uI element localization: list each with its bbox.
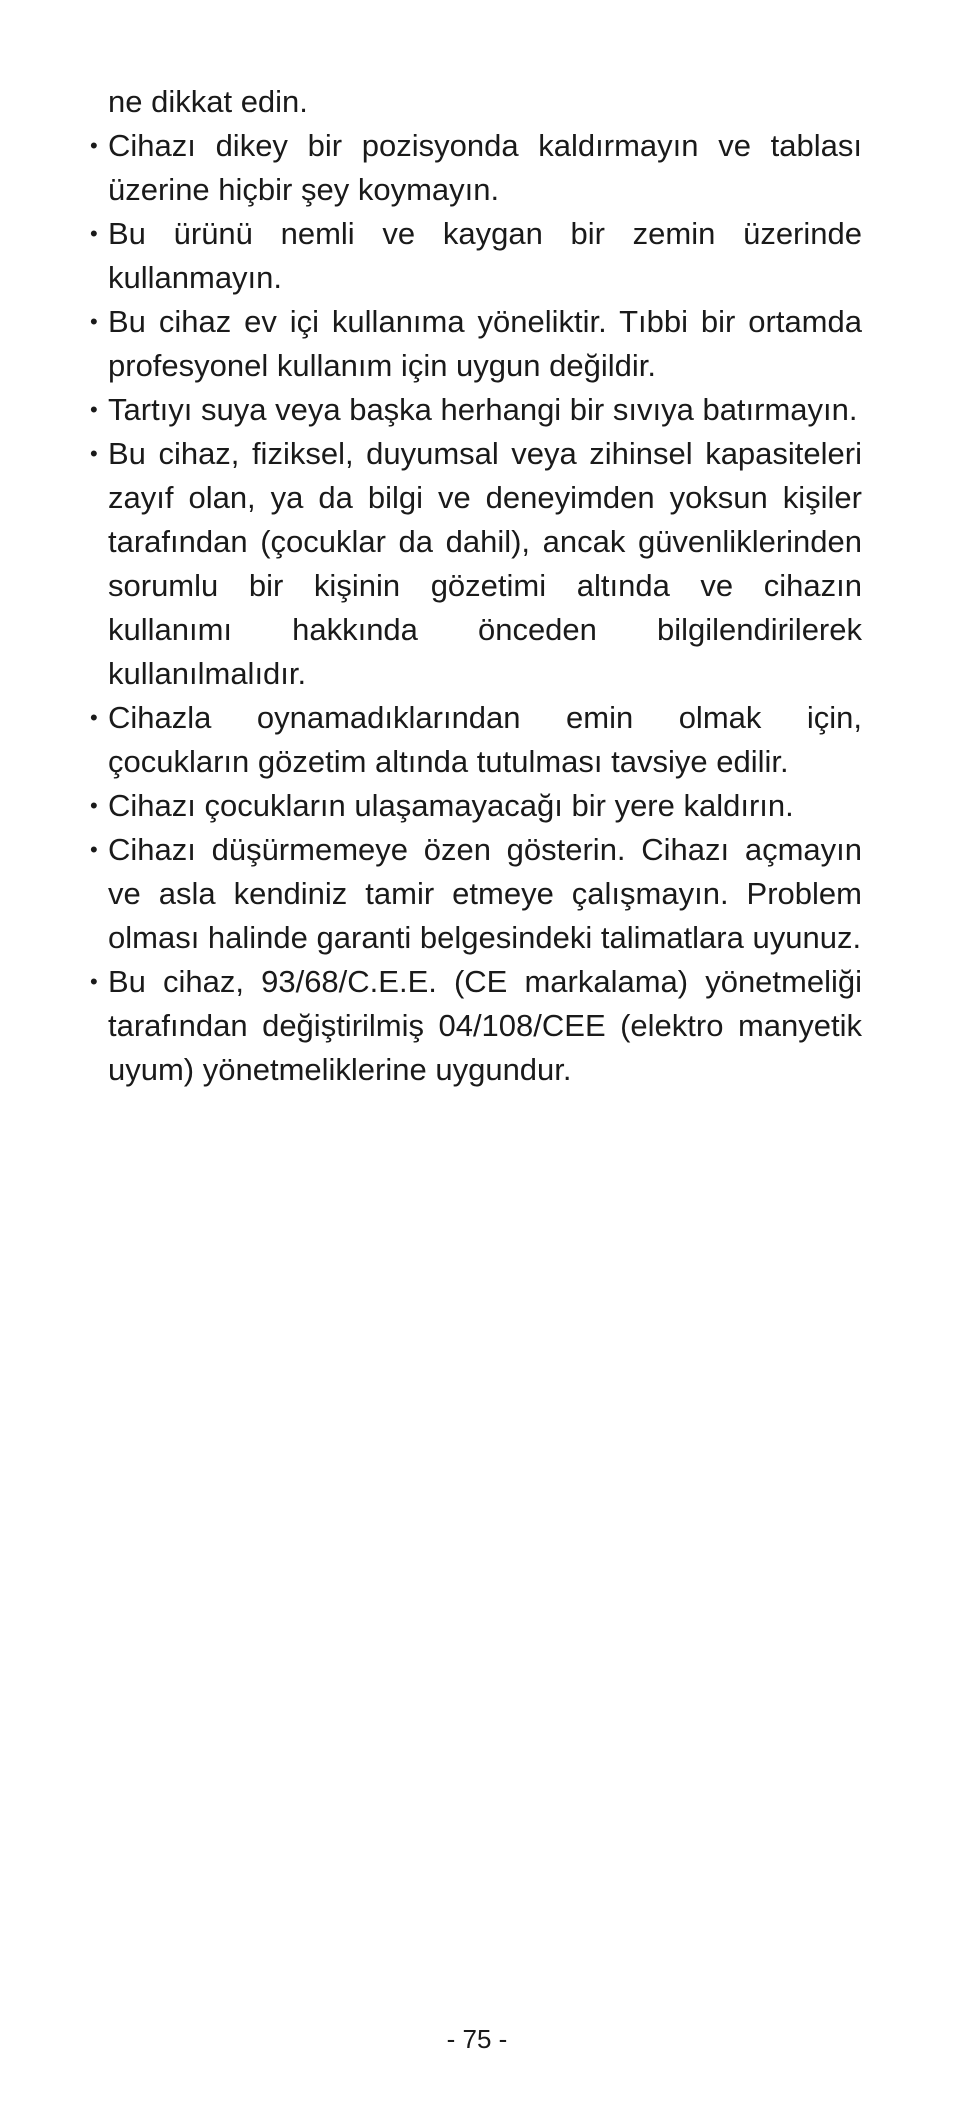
page-content bbox=[108, 80, 862, 1092]
list-item: • Bu cihaz, 93/68/C.E.E. (CE markalama) yönetmeliği tarafından değiştirilmiş 04/108/CEE (elektro manyetik uyum) yönetmeliklerine uygundur. bbox=[108, 960, 862, 1092]
page-number: - 75 - bbox=[446, 2024, 508, 2054]
list-item: • Cihazla oynamadıklarından emin olmak için, çocukların gözetim altında tutulması tavsiye edilir. bbox=[108, 696, 862, 784]
list-item: • Bu ürünü nemli ve kaygan bir zemin üzerinde kullanmayın. bbox=[108, 212, 862, 300]
list-item: • Cihazı düşürmemeye özen gösterin. Cihazı açmayın ve asla kendiniz tamir etmeye çalışmayın. Problem olması halinde garanti belgesindeki talimatlara uyunuz. bbox=[108, 828, 862, 960]
safety-instructions-list bbox=[108, 124, 862, 1092]
list-item: • Bu cihaz ev içi kullanıma yöneliktir. Tıbbi bir ortamda profesyonel kullanım için uygun değildir. bbox=[108, 300, 862, 388]
continued-text: ne dikkat edin. bbox=[108, 84, 308, 119]
list-item: • Bu cihaz, fiziksel, duyumsal veya zihinsel kapasiteleri zayıf olan, ya da bilgi ve deneyimden yoksun kişiler tarafından (çocuklar da dahil), ancak güvenliklerinden sorumlu bir kişinin gözetimi altında ve cihazın kullanımı hakkında önceden bilgilendirilerek kullanılmalıdır. bbox=[108, 432, 862, 696]
list-item: • Cihazı çocukların ulaşamayacağı bir yere kaldırın. bbox=[108, 784, 862, 828]
list-item: • Cihazı dikey bir pozisyonda kaldırmayın ve tablası üzerine hiçbir şey koymayın. bbox=[108, 124, 862, 212]
list-item: • Tartıyı suya veya başka herhangi bir sıvıya batırmayın. bbox=[108, 388, 862, 432]
